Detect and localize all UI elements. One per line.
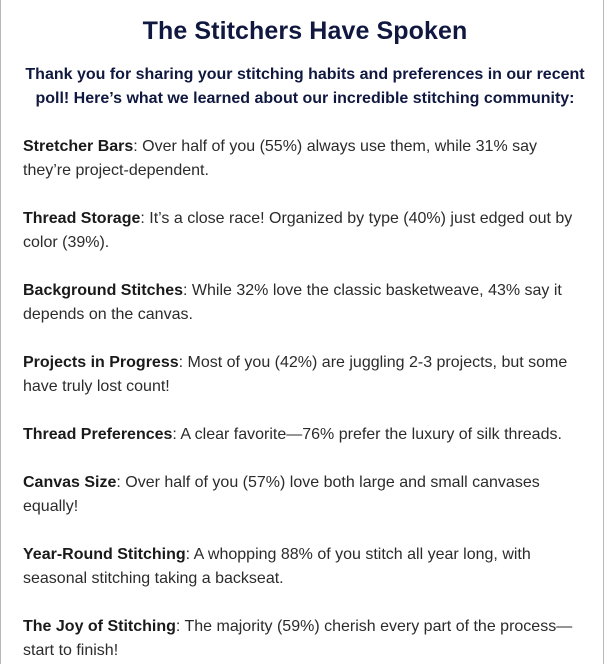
poll-result-projects-in-progress bbox=[23, 351, 587, 399]
poll-result-text: : The majority (59%) cherish every part of the process—start to finish! bbox=[23, 618, 573, 659]
poll-result-joy-of-stitching bbox=[23, 615, 587, 663]
intro-paragraph: Thank you for sharing your stitching habits and preferences in our recent poll! Here’s what we learned about our incredible stitching community: bbox=[25, 66, 585, 107]
poll-result-year-round-stitching bbox=[23, 543, 587, 591]
poll-result-text: : Over half of you (57%) love both large and small canvases equally! bbox=[23, 474, 540, 515]
poll-result-label: Canvas Size bbox=[23, 474, 117, 491]
poll-result-text: : A whopping 88% of you stitch all year long, with seasonal stitching taking a backseat. bbox=[23, 546, 531, 587]
poll-result-label: Stretcher Bars bbox=[23, 138, 134, 155]
poll-result-label: Thread Storage bbox=[23, 210, 141, 227]
poll-result-background-stitches bbox=[23, 279, 587, 327]
poll-result-text: : A clear favorite—76% prefer the luxury of silk threads. bbox=[172, 426, 562, 443]
poll-result-label: Projects in Progress bbox=[23, 354, 179, 371]
poll-result-text: : While 32% love the classic basketweave, 43% say it depends on the canvas. bbox=[23, 282, 562, 323]
page-title: The Stitchers Have Spoken bbox=[142, 17, 468, 45]
newsletter-content bbox=[23, 14, 587, 663]
poll-result-thread-storage bbox=[23, 207, 587, 255]
poll-result-stretcher-bars bbox=[23, 135, 587, 183]
poll-result-label: The Joy of Stitching bbox=[23, 618, 176, 635]
poll-result-text: : It’s a close race! Organized by type (40%) just edged out by color (39%). bbox=[23, 210, 573, 251]
poll-result-label: Thread Preferences bbox=[23, 426, 173, 443]
poll-result-label: Background Stitches bbox=[23, 282, 184, 299]
poll-result-thread-preferences bbox=[23, 423, 587, 447]
poll-result-canvas-size bbox=[23, 471, 587, 519]
poll-result-text: : Over half of you (55%) always use them, while 31% say they’re project-dependent. bbox=[23, 138, 538, 179]
poll-result-text: : Most of you (42%) are juggling 2-3 projects, but some have truly lost count! bbox=[23, 354, 568, 395]
poll-result-label: Year-Round Stitching bbox=[23, 546, 186, 563]
